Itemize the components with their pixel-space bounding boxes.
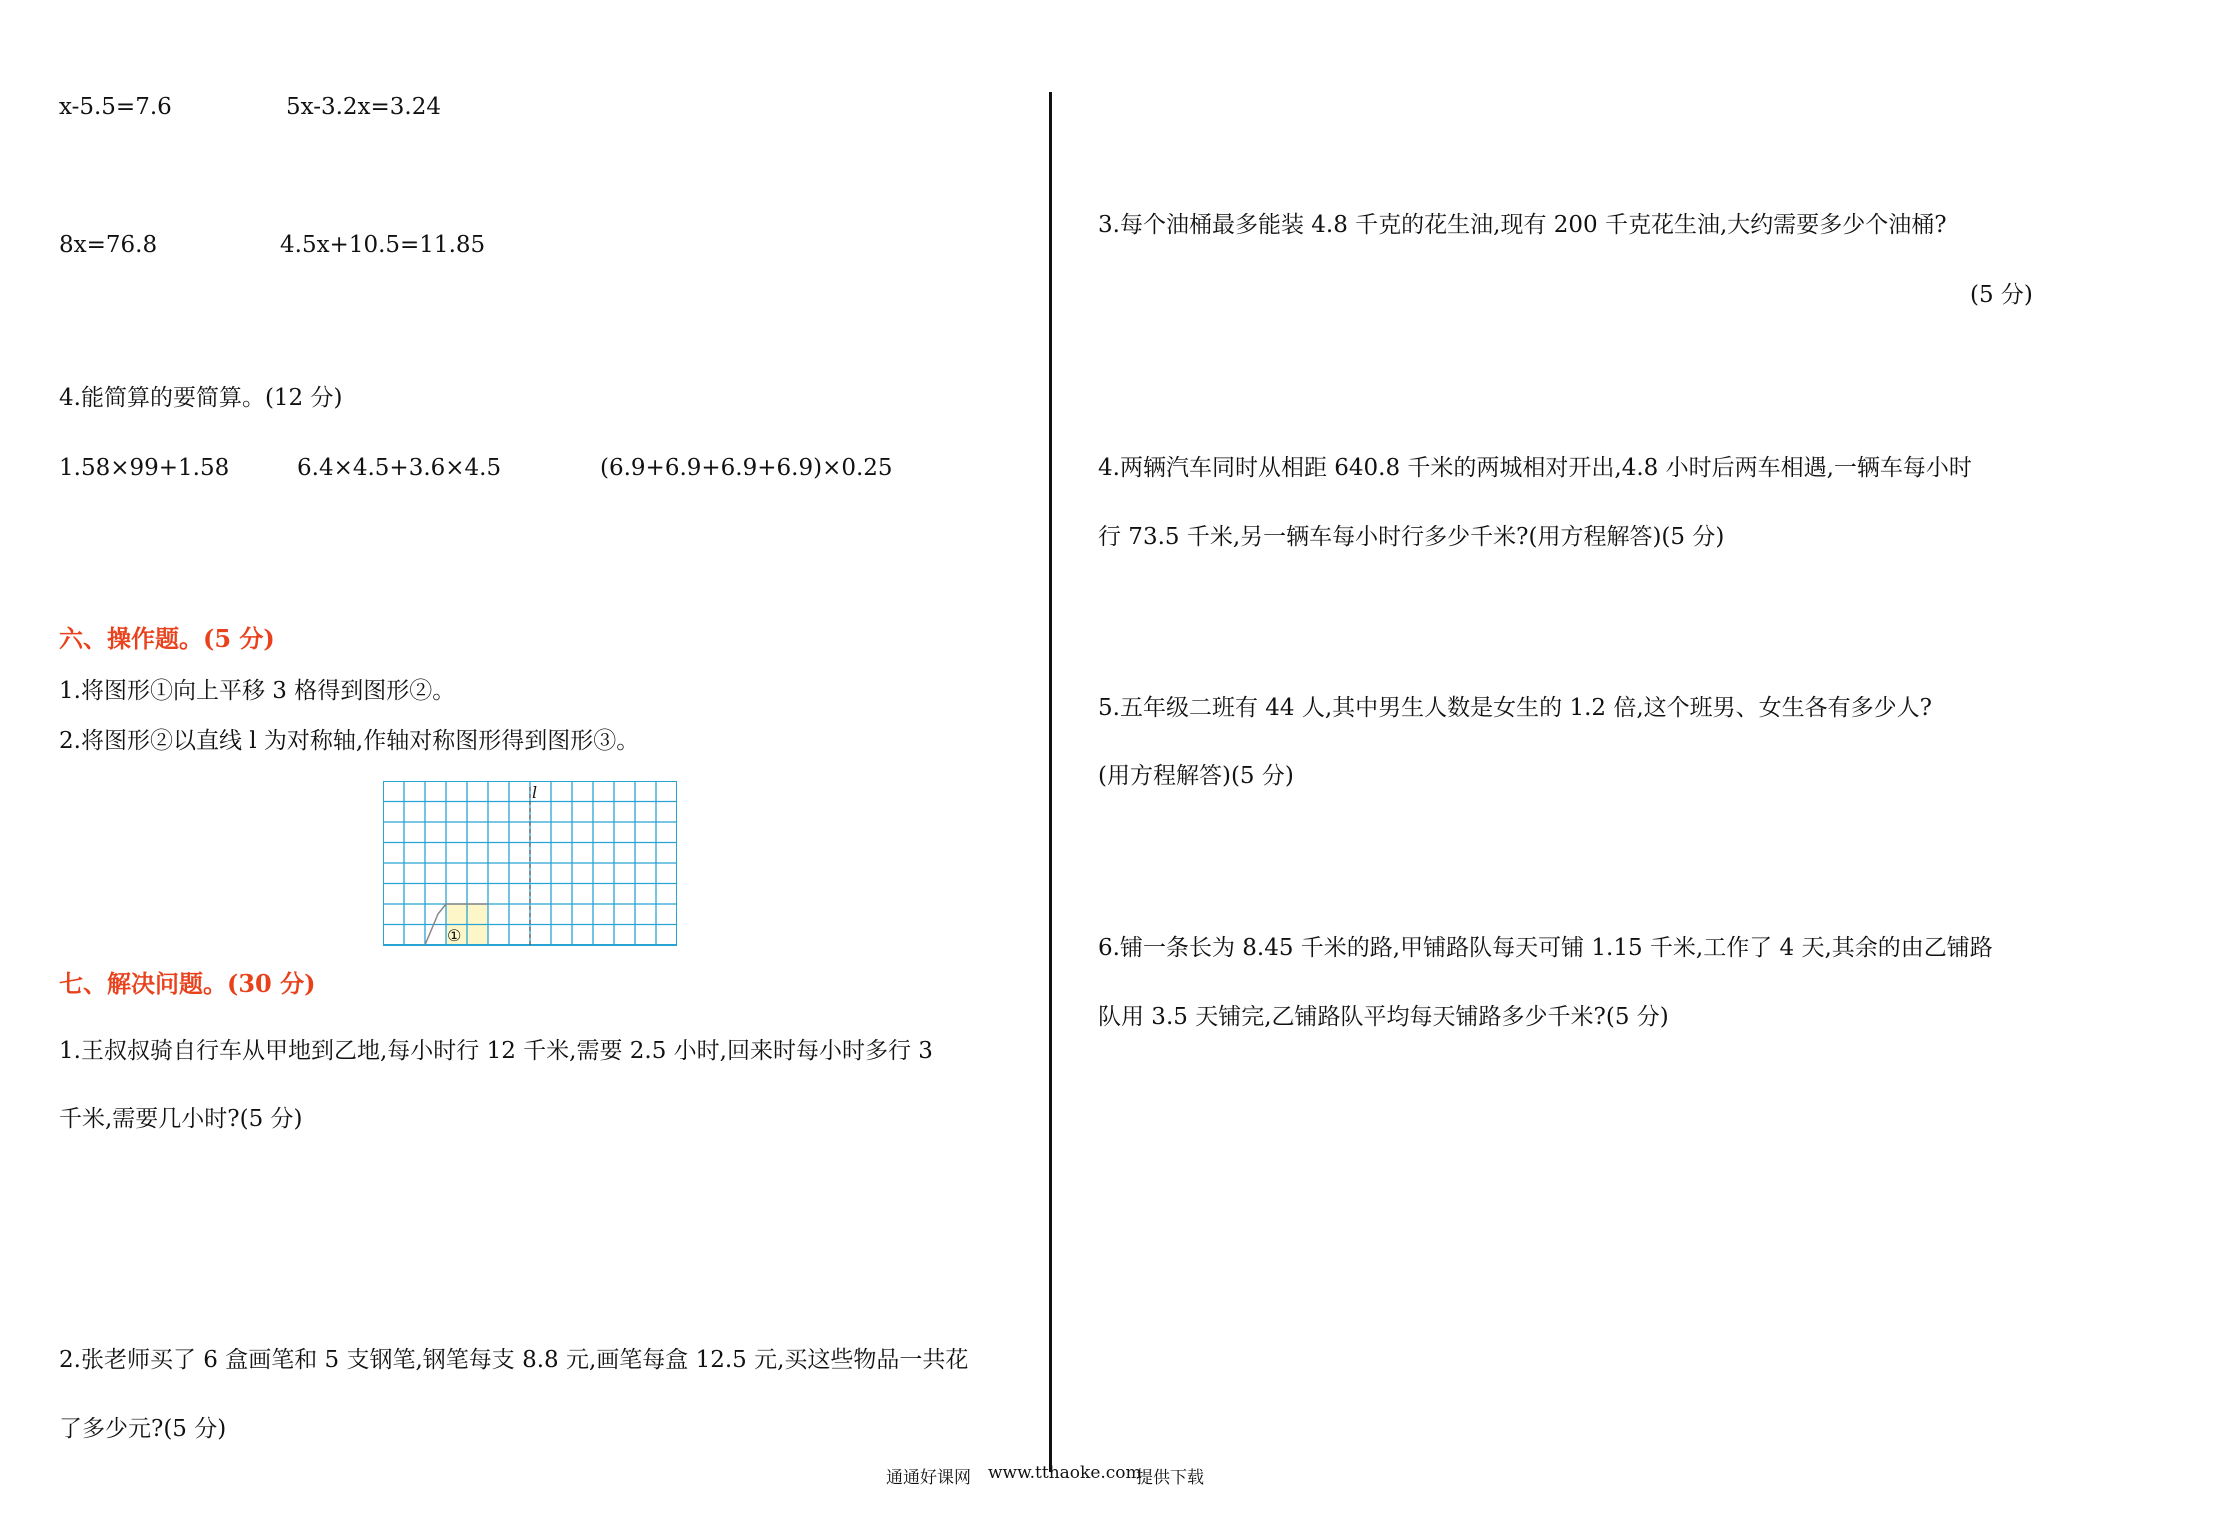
problem-3-line-1: 3.每个油桶最多能装 4.8 千克的花生油,现有 200 千克花生油,大约需要多少个油桶? xyxy=(1098,212,1947,238)
q4-title: 4.能简算的要简算。(12 分) xyxy=(59,385,343,411)
operation-item-1: 1.将图形①向上平移 3 格得到图形②。 xyxy=(59,678,456,704)
footer-suffix: 提供下载 xyxy=(1136,1468,1204,1488)
shape-1-label: ① xyxy=(447,926,462,945)
problem-2-line-2: 了多少元?(5 分) xyxy=(59,1416,227,1442)
grid-figure xyxy=(383,781,677,946)
problem-5-line-1: 5.五年级二班有 44 人,其中男生人数是女生的 1.2 倍,这个班男、女生各有多少人? xyxy=(1098,695,1932,721)
problem-6-line-2: 队用 3.5 天铺完,乙铺路队平均每天铺路多少千米?(5 分) xyxy=(1098,1004,1669,1030)
calc-item-1: 1.58×99+1.58 xyxy=(59,455,230,481)
section-6-title: 六、操作题。(5 分) xyxy=(59,624,275,653)
column-divider xyxy=(1049,92,1052,1472)
equation-4: 4.5x+10.5=11.85 xyxy=(280,232,486,258)
problem-6-line-1: 6.铺一条长为 8.45 千米的路,甲铺路队每天可铺 1.15 千米,工作了 4 天,其余的由乙铺路 xyxy=(1098,935,1993,961)
equation-1: x-5.5=7.6 xyxy=(59,94,172,120)
problem-4-line-1: 4.两辆汽车同时从相距 640.8 千米的两城相对开出,4.8 小时后两车相遇,一辆车每小时 xyxy=(1098,455,1972,481)
footer-url[interactable]: www.tthaoke.com xyxy=(988,1463,1142,1483)
grid-svg xyxy=(383,781,677,946)
problem-1-line-2: 千米,需要几小时?(5 分) xyxy=(59,1106,303,1132)
equation-2: 5x-3.2x=3.24 xyxy=(286,94,442,120)
equation-3: 8x=76.8 xyxy=(59,232,158,258)
problem-2-line-1: 2.张老师买了 6 盒画笔和 5 支钢笔,钢笔每支 8.8 元,画笔每盒 12.5 元,买这些物品一共花 xyxy=(59,1347,969,1373)
axis-label-l: l xyxy=(532,783,538,802)
section-7-title: 七、解决问题。(30 分) xyxy=(59,969,316,998)
problem-5-line-2: (用方程解答)(5 分) xyxy=(1098,763,1294,789)
calc-item-3: (6.9+6.9+6.9+6.9)×0.25 xyxy=(600,455,893,481)
calc-item-2: 6.4×4.5+3.6×4.5 xyxy=(297,455,502,481)
problem-4-line-2: 行 73.5 千米,另一辆车每小时行多少千米?(用方程解答)(5 分) xyxy=(1098,524,1725,550)
footer-site-name: 通通好课网 xyxy=(886,1468,971,1488)
problem-3-score: (5 分) xyxy=(1970,282,2033,308)
problem-1-line-1: 1.王叔叔骑自行车从甲地到乙地,每小时行 12 千米,需要 2.5 小时,回来时每小时多行 3 xyxy=(59,1038,933,1064)
operation-item-2: 2.将图形②以直线 l 为对称轴,作轴对称图形得到图形③。 xyxy=(59,728,640,754)
